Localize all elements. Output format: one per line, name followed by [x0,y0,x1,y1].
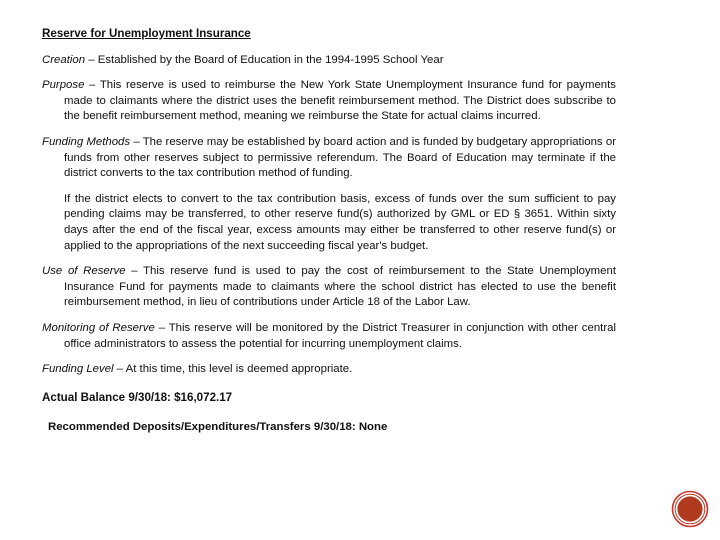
funding-methods-label: Funding Methods [42,135,131,148]
use-of-reserve-label: Use of Reserve [42,265,126,278]
funding-methods-separator: – [130,135,143,148]
funding-methods-text: The reserve may be established by board action and is funded by budgetary appropriations or funds from other reserves subject to permissive referendum. The Board of Education may terminate if the district converts to the tax contribution method of funding. [64,135,616,180]
use-of-reserve-paragraph [42,264,616,311]
funding-level-paragraph [42,362,616,378]
purpose-text: This reserve is used to reimburse the New York State Unemployment Insurance fund for payments made to claimants where the district uses the benefit reimbursement method. The District does subscribe to the benefit reimbursement method, meaning we reimburse the State for actual claims incurred. [64,79,616,123]
monitoring-label: Monitoring of Reserve [42,321,155,334]
monitoring-separator: – [154,321,169,334]
funding-level-label: Funding Level [42,363,114,376]
creation-paragraph [42,53,616,69]
funding-methods-paragraph [42,135,616,182]
monitoring-text: This reserve will be monitored by the District Treasurer in conjunction with other central office administrators to assess the potential for incurring unemployment claims. [64,321,616,350]
circle-badge-icon [671,490,709,528]
use-of-reserve-separator: – [125,265,144,278]
use-of-reserve-text: This reserve fund is used to pay the cost of reimbursement to the State Unemployment Insurance Fund for payments made to claimants where the school district has elected to use the benefit reimbursement method, in lieu of contributions under Article 18 of the Labor Law. [64,265,616,309]
purpose-label: Purpose [42,79,85,92]
purpose-paragraph [42,78,616,125]
recommended-transfers: Recommended Deposits/Expenditures/Transfers 9/30/18: None [48,421,388,434]
funding-level-text: At this time, this level is deemed appropriate. [125,363,353,376]
actual-balance: Actual Balance 9/30/18: $16,072.17 [42,390,233,404]
monitoring-paragraph [42,321,616,352]
purpose-separator: – [84,79,100,92]
creation-text: Established by the Board of Education in the 1994-1995 School Year [97,53,444,66]
badge-inner-disc [677,496,702,521]
document-title: Reserve for Unemployment Insurance [42,27,251,40]
creation-separator: – [85,53,98,66]
document-body [42,26,616,436]
creation-label: Creation [42,53,86,66]
funding-methods-continued-paragraph: If the district elects to convert to the tax contribution basis, excess of funds over the sum sufficient to pay pending claims may be transferred, to other reserve fund(s) authorized by GML or ED § 3651. Within sixty days after the end of the fiscal year, excess amounts may either be transferred to other reserve fund(s) or applied to the appropriations of the next succeeding fiscal year's budget. [64,192,616,252]
funding-level-separator: – [113,363,126,376]
